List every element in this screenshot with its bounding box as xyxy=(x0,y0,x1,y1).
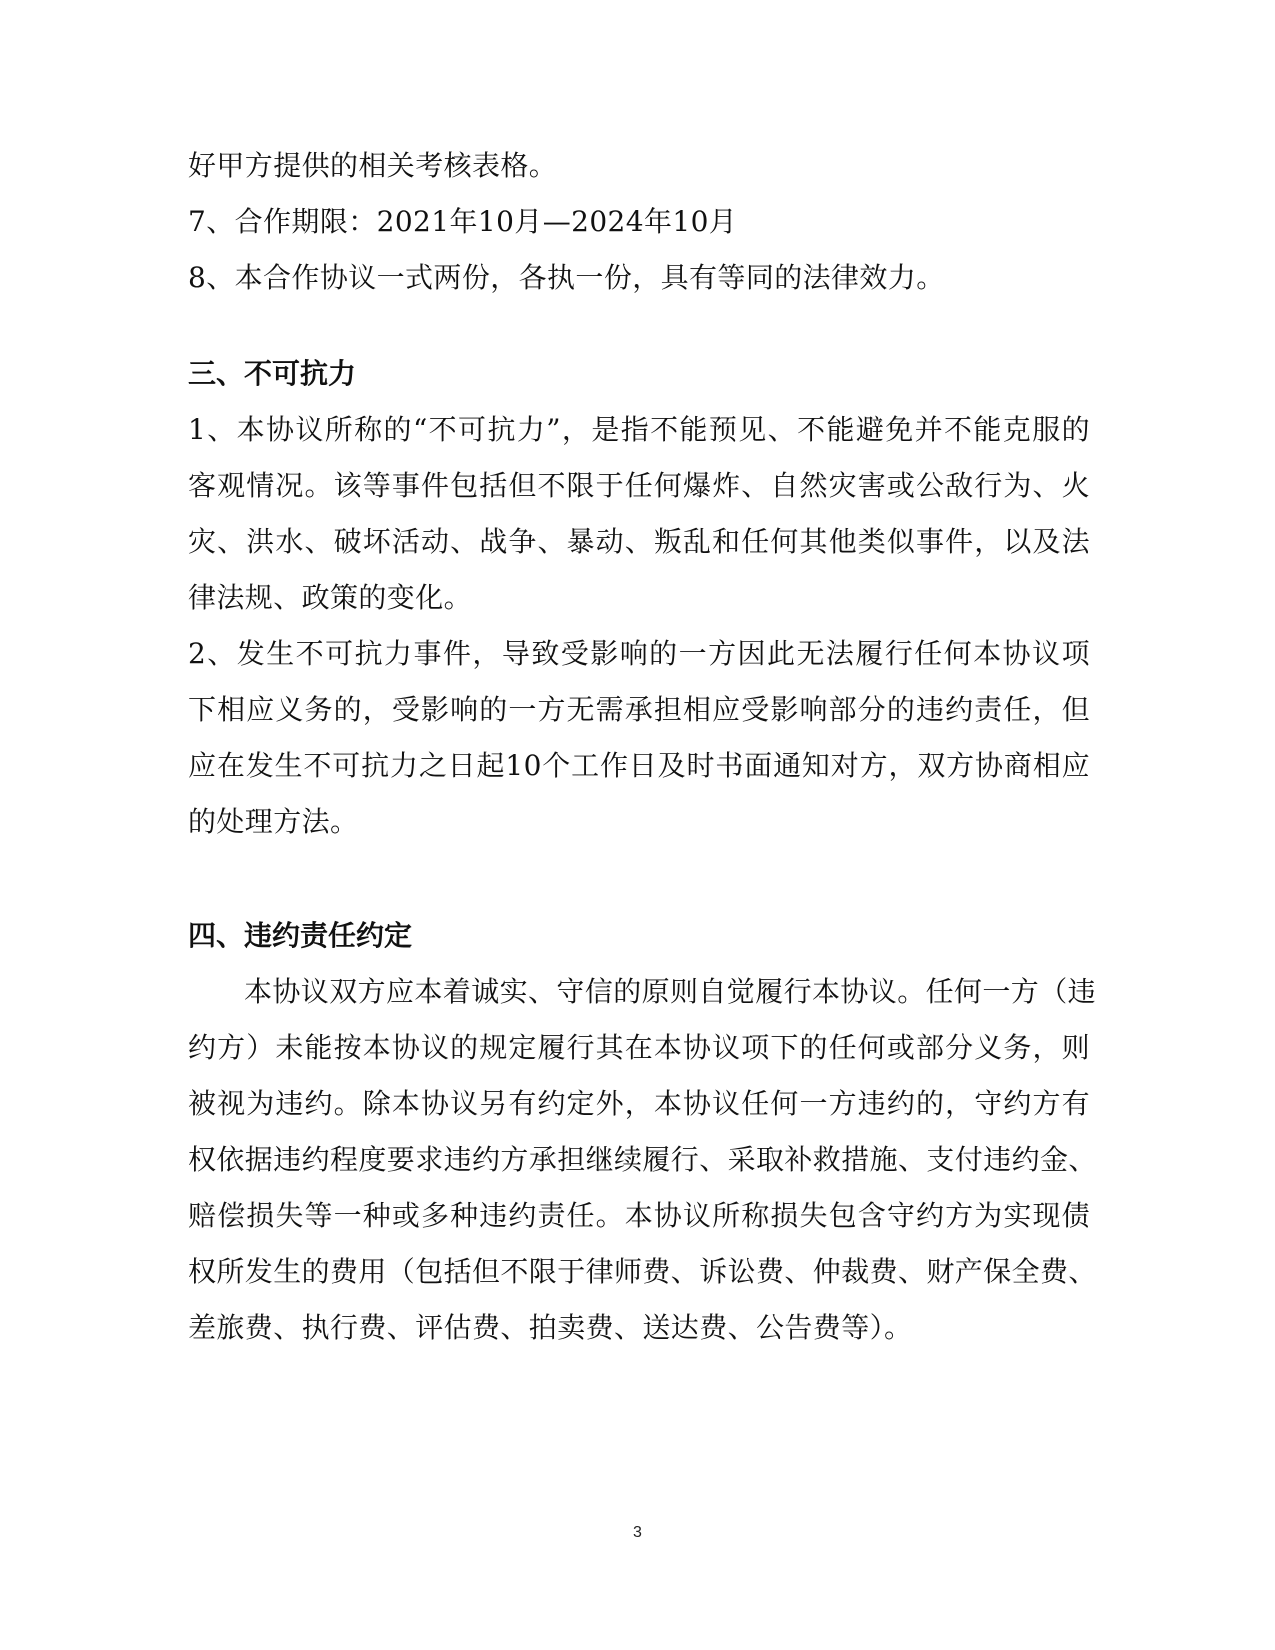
clause-2-line: 下相应义务的，受影响的一方无需承担相应受影响部分的违约责任，但 xyxy=(188,693,1090,726)
paragraph-line: 权所发生的费用（包括但不限于律师费、诉讼费、仲裁费、财产保全费、 xyxy=(188,1255,1097,1288)
clause-1-line: 客观情况。该等事件包括但不限于任何爆炸、自然灾害或公敌行为、火 xyxy=(188,469,1090,502)
continuation-line: 好甲方提供的相关考核表格。 xyxy=(188,149,558,182)
clause-1-line: 1、本协议所称的“不可抗力”，是指不能预见、不能避免并不能克服的 xyxy=(188,413,1090,446)
clause-2-line: 的处理方法。 xyxy=(188,805,359,838)
clause-2-line: 应在发生不可抗力之日起10个工作日及时书面通知对方，双方协商相应 xyxy=(188,749,1090,782)
item-7-term: 7、合作期限：2021年10月—2024年10月 xyxy=(188,205,738,238)
force-majeure-clause-2 xyxy=(188,626,1090,850)
paragraph-line: 差旅费、执行费、评估费、拍卖费、送达费、公告费等）。 xyxy=(188,1311,913,1344)
force-majeure-clause-1 xyxy=(188,402,1090,626)
item-8-copies: 8、本合作协议一式两份，各执一份，具有等同的法律效力。 xyxy=(188,261,945,294)
document-body xyxy=(188,138,1097,1356)
paragraph-line: 权依据违约程度要求违约方承担继续履行、采取补救措施、支付违约金、 xyxy=(188,1143,1097,1176)
clause-1-line: 律法规、政策的变化。 xyxy=(188,581,473,614)
clause-1-line: 灾、洪水、破坏活动、战争、暴动、叛乱和任何其他类似事件，以及法 xyxy=(188,525,1090,558)
clause-2-line: 2、发生不可抗力事件，导致受影响的一方因此无法履行任何本协议项 xyxy=(188,637,1090,670)
paragraph-line: 赔偿损失等一种或多种违约责任。本协议所称损失包含守约方为实现债 xyxy=(188,1199,1090,1232)
paragraph-line: 约方）未能按本协议的规定履行其在本协议项下的任何或部分义务，则 xyxy=(188,1031,1090,1064)
page-number: 3 xyxy=(633,1524,642,1541)
section-4-heading: 四、违约责任约定 xyxy=(188,919,413,952)
paragraph-line: 被视为违约。除本协议另有约定外，本协议任何一方违约的，守约方有 xyxy=(188,1087,1090,1120)
section-3-heading: 三、不可抗力 xyxy=(188,357,357,390)
breach-liability-paragraph xyxy=(188,964,1097,1356)
paragraph-line: 本协议双方应本着诚实、守信的原则自觉履行本协议。任何一方（违 xyxy=(244,975,1097,1008)
